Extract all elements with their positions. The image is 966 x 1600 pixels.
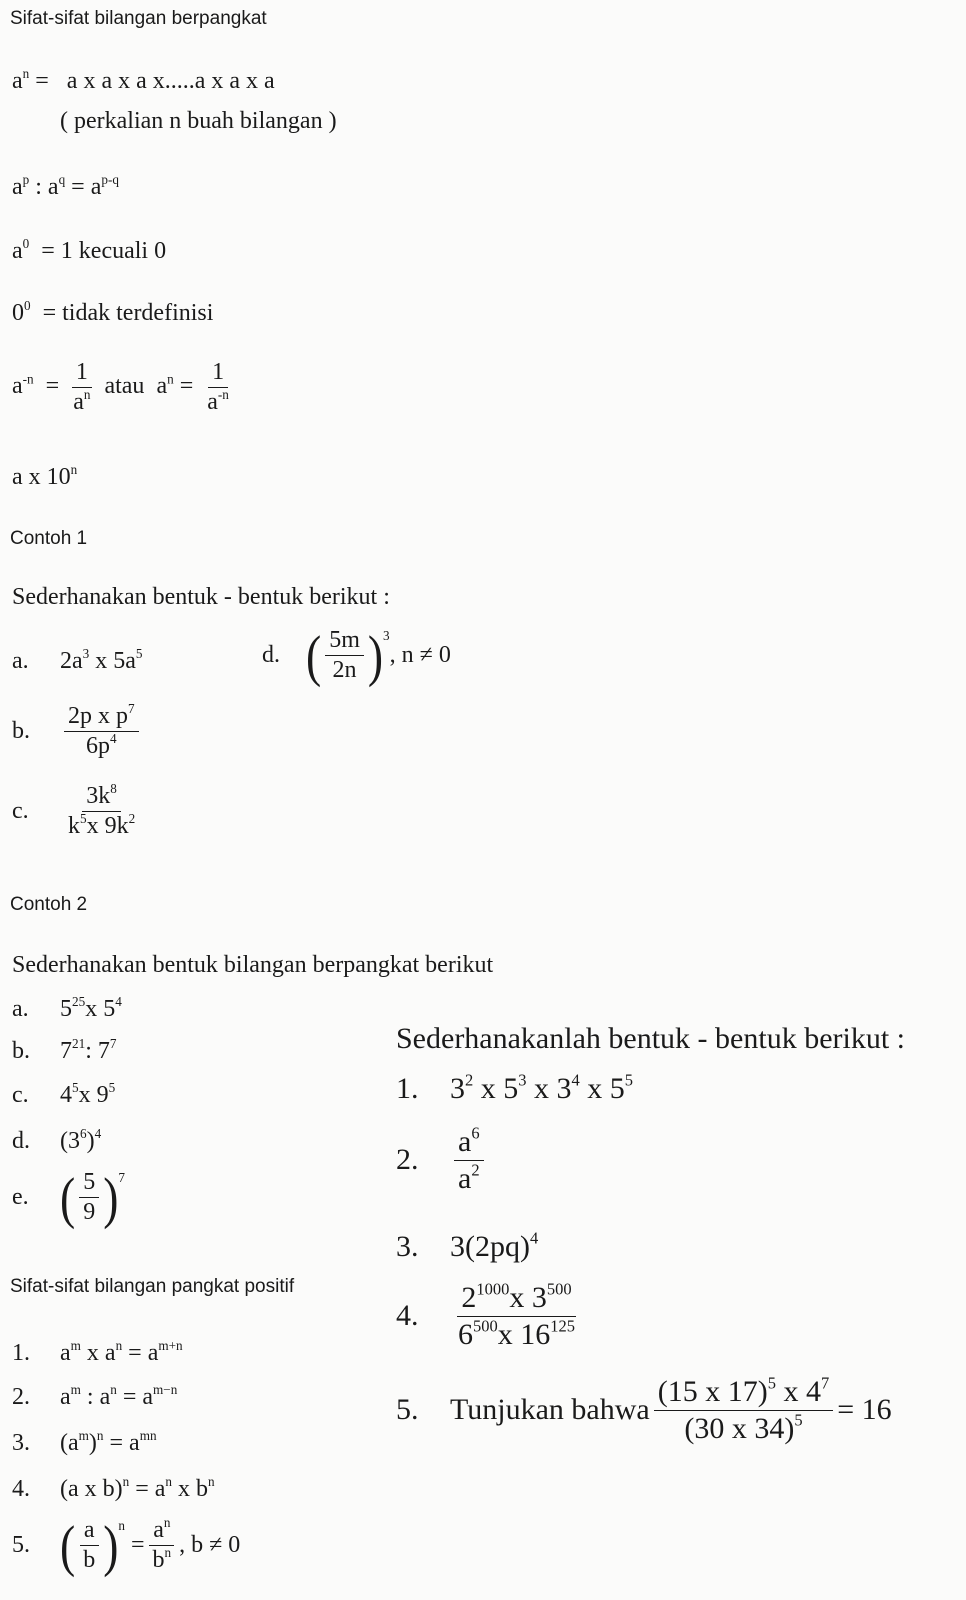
example-1-instruction: Sederhanakan bentuk - bentuk berikut : [12,584,390,610]
rule-scientific: a x 10$^n$ [12,462,78,490]
example-2-item-d: d. $(3^6)^4$ [12,1126,102,1154]
rule-zero-zero: $0^0$ = tidak terdefinisi [12,298,214,326]
rule-zero-exponent: $a^0 = 1$ kecuali 0 [12,236,167,264]
example-1-item-c: c. $\frac{3k^8}{k^5x 9k^2}$ [12,781,136,840]
positive-rule-1: 1. $a^m$ x $a^n = a^{m+n}$ [12,1338,183,1366]
example-2-title: Contoh 2 [10,894,88,915]
rule-division: $a^p$ : $a^q = a^{p-q}$ [12,172,119,200]
example-1-item-b: b. $\frac{2p x p^7}{6p^4}$ [12,704,143,759]
exercise-item-5: 5. Tunjukan bahwa $\frac{(15 x 17)^5 x 4^7}{(30 x 34)^5}$ = 16 [396,1373,892,1445]
exercise-item-1: 1. $3^2$ x $5^3$ x $3^4$ x $5^5$ [396,1070,633,1105]
example-2-instruction: Sederhanakan bentuk bilangan berpangkat berikut [12,952,494,978]
example-1-item-a: a. $2a^3$ x $5a^5$ [12,646,143,674]
exercise-item-3: 3. $3(2pq)^4$ [396,1228,539,1263]
example-2-item-b: b. $7^{21}$: $7^7$ [12,1036,117,1064]
exercise-instruction: Sederhanakanlah bentuk - bentuk berikut : [396,1022,906,1055]
example-1-item-d: d. ( $\frac{5m}{2n}$ )$^3$, n ≠ 0 [262,623,451,688]
example-2-item-e: e. ( $\frac{5}{9}$ )$^7$ [12,1165,125,1230]
section-title-properties: Sifat-sifat bilangan berpangkat [10,8,267,29]
exercise-item-2: 2. $\frac{a^6}{a^2}$ [396,1126,488,1194]
example-2-item-c: c. $4^5x$ $9^5$ [12,1080,116,1108]
positive-exponent-title: Sifat-sifat bilangan pangkat positif [10,1276,295,1297]
rule-negative-exponent: $a^{-n}$ = $\frac{1}{a^n}$ atau $a^n$ = $\frac{1}{a^{-n}}$ [12,359,229,416]
example-1-title: Contoh 1 [10,528,88,549]
positive-rule-2: 2. $a^m$ : $a^n = a^{m-n}$ [12,1382,178,1410]
positive-rule-4: 4. (a x $b)^n = a^n$ x $b^n$ [12,1474,215,1502]
rule-definition: $a^n = a$ x a x a x.....a x a x a [12,66,275,94]
positive-rule-3: 3. $(a^m)^n = a^{mn}$ [12,1428,157,1456]
positive-rule-5: 5. ( $\frac{a}{b}$ )$^n$ = $\frac{a^n}{b^n}$ , b ≠ 0 [12,1513,241,1578]
exercise-item-4: 4. $\frac{2^{1000}x 3^{500}}{6^{500}x 16^{125}}$ [396,1279,575,1351]
rule-definition-note: ( perkalian n buah bilangan ) [60,108,337,134]
example-2-item-a: a. $5^{25}x$ $5^4$ [12,994,122,1022]
